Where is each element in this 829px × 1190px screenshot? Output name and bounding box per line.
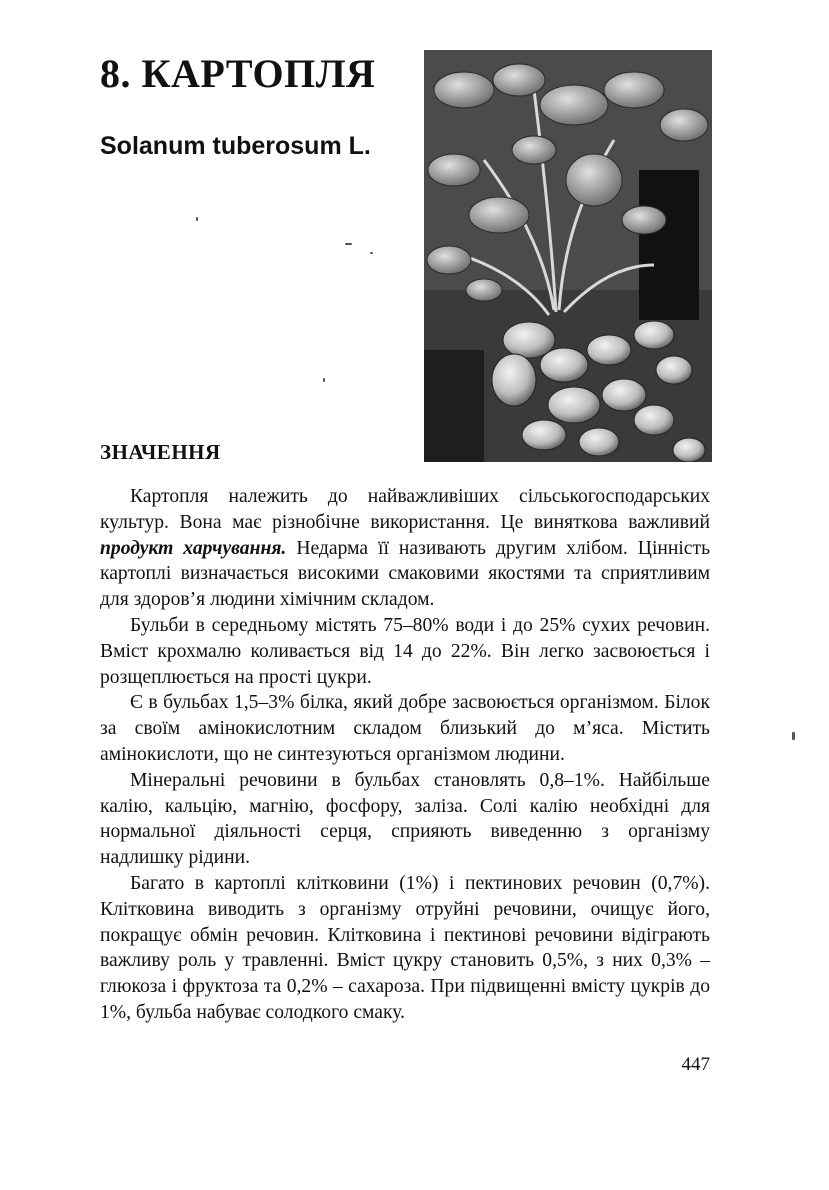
latin-species-name: Solanum tuberosum L.: [100, 132, 371, 160]
potato-plant-photo: [424, 50, 712, 462]
scan-speck: [792, 732, 795, 740]
paragraph-2: Бульби в середньому містять 75–80% води і до 25% сухих речовин. Вміст крохмалю коливається від 14 до 22%. Він легко засвоюється і розщеплюється на прості цукри.: [100, 614, 710, 688]
emphasized-term: продукт харчування.: [100, 537, 287, 559]
paragraph-1-text-end: Недарма її називають другим хлібом. Цінність картоплі визначається високими смаковими якостями та сприятливим для здоров’я людини хімічним складом.: [100, 537, 710, 611]
scan-speck: [323, 378, 325, 382]
paragraph-1-text-start: Картопля належить до найважливіших сільськогосподарських культур. Вона має різнобічне використання. Це виняткова важливий: [100, 486, 710, 533]
chapter-title: 8. КАРТОПЛЯ: [100, 51, 376, 96]
paragraph-3: Є в бульбах 1,5–3% білка, який добре засвоюється організмом. Білок за своїм амінокислотним складом близький до м’яса. Містить амінокислоти, що не синтезуються організмом людини.: [100, 692, 710, 765]
scan-speck: [196, 217, 198, 221]
page-number: 447: [681, 1054, 710, 1075]
paragraph-5: Багато в картоплі клітковини (1%) і пектинових речовин (0,7%). Клітковина виводить з організму отруйні речовини, очищує його, покращує обмін речовин. Клітковина і пектинові речовини відіграють важливу роль у травленні. Вміст цукру становить 0,5%, з них 0,3% – глюкоза і фруктоза та 0,2% – сахароза. При підвищенні вмісту цукрів до 1%, бульба набуває солодкого смаку.: [100, 872, 710, 1023]
potato-plant-image: [424, 50, 712, 462]
scan-speck: [345, 243, 352, 245]
paragraph-4: Мінеральні речовини в бульбах становлять 0,8–1%. Найбільше калію, кальцію, магнію, фосфору, заліза. Солі калію необхідні для нормальної діяльності серця, сприяють виведенню з організму надлишку рідини.: [100, 769, 710, 869]
scan-speck: [370, 252, 373, 254]
section-heading: ЗНАЧЕННЯ: [100, 440, 221, 464]
paragraph-1: [100, 484, 710, 613]
body-text: [100, 484, 710, 1026]
